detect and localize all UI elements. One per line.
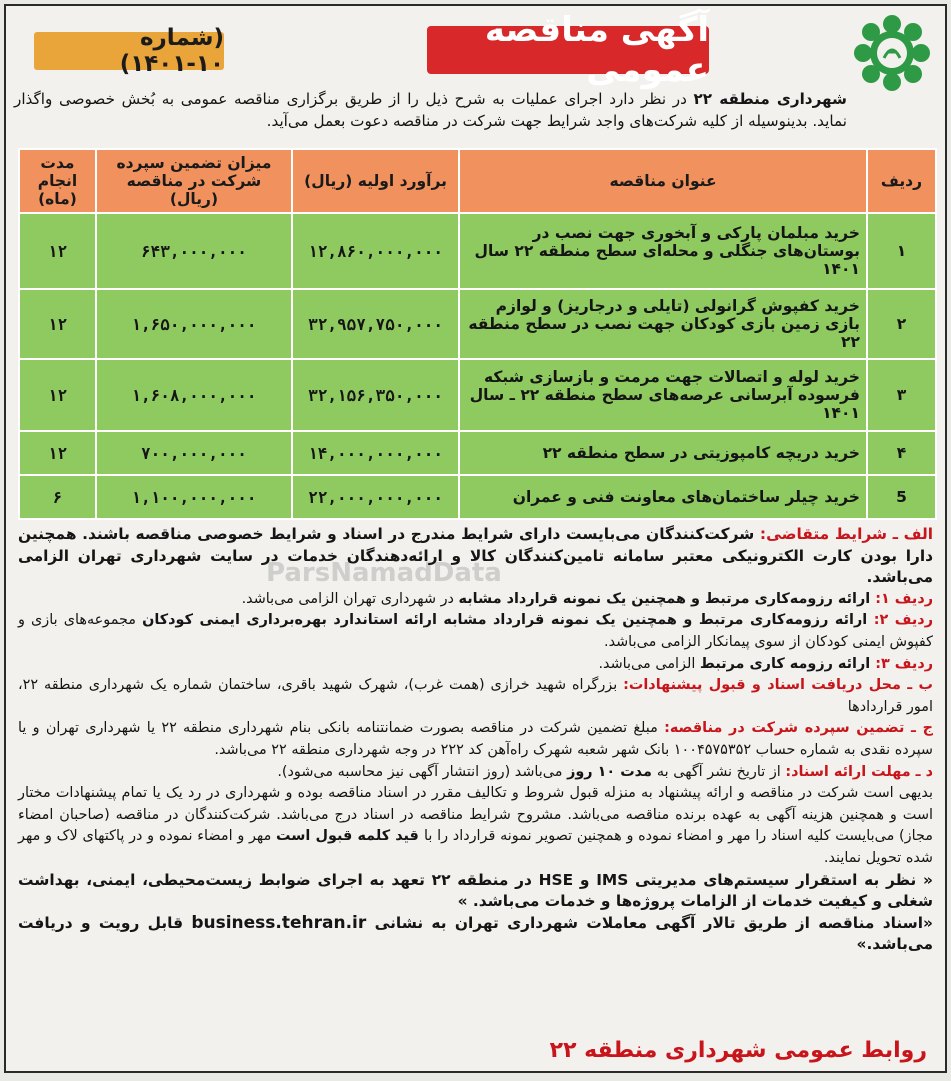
header-row-number: ردیف <box>867 149 936 213</box>
cell-row-number: 5 <box>867 475 936 519</box>
section-be-text: بزرگراه شهید خرازی (همت غرب)، شهرک شهید باقری، ساختمان شماره یک شهرداری منطقه ۲۲، امور قراردادها <box>18 677 933 715</box>
cell-row-number: ۱ <box>867 213 936 289</box>
requirement-row-1-label: ردیف ۱: <box>875 590 933 607</box>
section-jim-label: ج ـ تضمین سپرده شرکت در مناقصه: <box>664 720 934 737</box>
municipality-logo-icon <box>853 14 931 92</box>
cell-row-number: ۲ <box>867 289 936 359</box>
section-alef-label: الف ـ شرایط متقاضی: <box>759 525 933 543</box>
section-be-label: ب ـ محل دریافت اسناد و قبول پیشنهادات: <box>623 677 933 694</box>
cell-estimate: ۳۲,۱۵۶,۳۵۰,۰۰۰ <box>292 359 459 431</box>
cell-duration: ۱۲ <box>19 359 96 431</box>
advertisement-page <box>4 4 947 1073</box>
intro-paragraph <box>14 88 847 132</box>
cell-duration: ۱۲ <box>19 289 96 359</box>
cell-title: خرید چیلر ساختمان‌های معاونت فنی و عمران <box>459 475 867 519</box>
public-relations-signature: روابط عمومی شهرداری منطقه ۲۲ <box>549 1038 927 1063</box>
watermark: ParsNamadData <box>266 558 502 588</box>
header-duration: مدت انجام (ماه) <box>19 149 96 213</box>
section-alef-text: شرکت‌کنندگان می‌بایست دارای شرایط مندرج در اسناد و شرایط خصوصی مناقصه باشند. همچنین دارا بودن کارت الکترونیکی معتبر سامانه تامین‌کنندگان کالا و ارائه‌دهندگان خدمات در سایت شهرداری تهران الزامی می‌باشد. <box>18 525 933 587</box>
cell-guarantee: ۷۰۰,۰۰۰,۰۰۰ <box>96 431 292 475</box>
table-row <box>19 475 936 519</box>
note-hse: « نظر به استقرار سیستم‌های مدیریتی IMS و HSE در منطقه ۲۲ تعهد به اجرای ضوابط زیست‌محیطی، ایمنی، بهداشت شغلی و کیفیت خدمات از الزامات پروژه‌ها و خدمات می‌باشد. » <box>18 870 934 911</box>
note-website-b: قابل رویت و دریافت می‌باشد.» <box>18 913 933 954</box>
table-row <box>19 213 936 289</box>
header-title: عنوان مناقصه <box>459 149 867 213</box>
requirement-row-3 <box>18 654 933 676</box>
cell-estimate: ۱۴,۰۰۰,۰۰۰,۰۰۰ <box>292 431 459 475</box>
section-dal-text-a: از تاریخ نشر آگهی به <box>656 763 786 780</box>
section-dal-text-b: می‌باشد (روز انتشار آگهی نیز محاسبه می‌شود). <box>277 763 568 780</box>
section-be <box>18 675 933 718</box>
section-dal <box>18 762 933 784</box>
requirement-row-2-bold: ارائه رزومه‌کاری مرتبط و همچنین یک نمونه قرارداد مشابه ارائه استاندارد بهره‌برداری ایمنی کودکان <box>142 612 874 629</box>
requirement-row-1 <box>18 589 933 611</box>
table-row <box>19 431 936 475</box>
cell-duration: ۱۲ <box>19 213 96 289</box>
intro-lead: شهرداری منطقه ۲۲ <box>693 90 847 108</box>
intro-text: در نظر دارد اجرای عملیات به شرح ذیل را از طریق برگزاری مناقصه عمومی به بُخش خصوصی واگذار نماید. بدینوسیله از کلیه شرکت‌های واجد شرایط جهت شرکت در مناقصه دعوت بعمل می‌آید. <box>14 90 847 130</box>
requirement-row-3-bold: ارائه رزومه کاری مرتبط <box>699 655 876 672</box>
section-jim-text: مبلغ تضمین شرکت در مناقصه بصورت ضمانتنامه بانکی بنام شهرداری منطقه ۲۲ یا شهرداری تهران و یا سپرده نقدی به شماره حساب ۱۰۰۴۵۷۵۳۵۲ بانک شهر شعبه شهرک راه‌آهن کد ۲۲۲ در وجه شهرداری منطقه ۲۲ می‌باشد. <box>18 720 933 758</box>
tenders-table <box>18 148 937 520</box>
general-paragraph <box>18 783 933 869</box>
table-row <box>19 289 936 359</box>
section-dal-label: د ـ مهلت ارائه اسناد: <box>785 763 933 780</box>
cell-row-number: ۴ <box>867 431 936 475</box>
general-paragraph-b: مهر و امضاء نموده و در پاکتهای لاک و مهر شده تحویل نمایند. <box>18 828 933 866</box>
table-header-row <box>19 149 936 213</box>
cell-title: خرید دریچه کامپوزیتی در سطح منطقه ۲۲ <box>459 431 867 475</box>
requirement-row-1-bold: ارائه رزومه‌کاری مرتبط و همچنین یک نمونه قرارداد مشابه <box>458 590 876 607</box>
cell-title: خرید کفپوش گرانولی (تایلی و درجاریز) و لوازم بازی زمین بازی کودکان جهت نصب در سطح منطقه ۲۲ <box>459 289 867 359</box>
cell-guarantee: ۶۴۳,۰۰۰,۰۰۰ <box>96 213 292 289</box>
general-paragraph-a: بدیهی است شرکت در مناقصه و ارائه پیشنهاد به منزله قبول شروط و تکالیف مقرر در اسناد مناقصه بوده و شهرداری در رد یک یا تمام پیشنهادات مختار است و همچنین هزینه آگهی به عهده برنده مناقصه می‌باشد. مشروح شرایط مناقصه در اسناد درج می‌باشد. شرکت‌کنندگان در مناقصه (صاحبان امضاء مجاز) می‌بایست کلیه اسناد را مهر و امضاء نموده و همچنین تصویر نمونه قرارداد را با <box>18 785 933 845</box>
header <box>14 12 937 90</box>
note-website-url[interactable]: business.tehran.ir <box>191 912 367 933</box>
note-website-a: «اسناد مناقصه از طریق تالار آگهی معاملات شهرداری تهران به نشانی <box>366 913 934 932</box>
cell-duration: ۱۲ <box>19 431 96 475</box>
ad-title: آگهی مناقصه عمومی <box>427 26 709 74</box>
cell-duration: ۶ <box>19 475 96 519</box>
cell-estimate: ۱۲,۸۶۰,۰۰۰,۰۰۰ <box>292 213 459 289</box>
cell-estimate: ۲۲,۰۰۰,۰۰۰,۰۰۰ <box>292 475 459 519</box>
cell-guarantee: ۱,۶۵۰,۰۰۰,۰۰۰ <box>96 289 292 359</box>
requirement-row-2 <box>18 610 933 653</box>
requirement-row-3-text: الزامی می‌باشد. <box>598 655 700 672</box>
header-guarantee: میزان تضمین سپرده شرکت در مناقصه (ریال) <box>96 149 292 213</box>
table-row <box>19 359 936 431</box>
cell-guarantee: ۱,۶۰۸,۰۰۰,۰۰۰ <box>96 359 292 431</box>
section-alef <box>18 524 933 589</box>
cell-guarantee: ۱,۱۰۰,۰۰۰,۰۰۰ <box>96 475 292 519</box>
requirement-row-2-label: ردیف ۲: <box>873 612 933 629</box>
cell-estimate: ۳۲,۹۵۷,۷۵۰,۰۰۰ <box>292 289 459 359</box>
cell-row-number: ۳ <box>867 359 936 431</box>
header-estimate: برآورد اولیه (ریال) <box>292 149 459 213</box>
requirement-row-1-text: در شهرداری تهران الزامی می‌باشد. <box>241 590 459 607</box>
section-dal-bold: مدت ۱۰ روز <box>567 763 657 780</box>
cell-title: خرید مبلمان پارکی و آبخوری جهت نصب در بوستان‌های جنگلی و محله‌ای سطح منطقه ۲۲ سال ۱۴۰۱ <box>459 213 867 289</box>
section-jim <box>18 718 933 761</box>
requirement-row-2-text: مجموعه‌های بازی و کفپوش ایمنی کودکان از سوی پیمانکار الزامی می‌باشد. <box>18 612 933 650</box>
cell-title: خرید لوله و اتصالات جهت مرمت و بازسازی شبکه فرسوده آبرسانی عرصه‌های سطح منطقه ۲۲ ـ سال ۱۴۰۱ <box>459 359 867 431</box>
conditions-body <box>18 524 933 956</box>
requirement-row-3-label: ردیف ۳: <box>875 655 933 672</box>
ad-number: (شماره ۱۰-۱۴۰۱) <box>34 32 224 70</box>
general-paragraph-bold: قید کلمه قبول است <box>276 828 424 845</box>
note-website <box>18 913 933 956</box>
